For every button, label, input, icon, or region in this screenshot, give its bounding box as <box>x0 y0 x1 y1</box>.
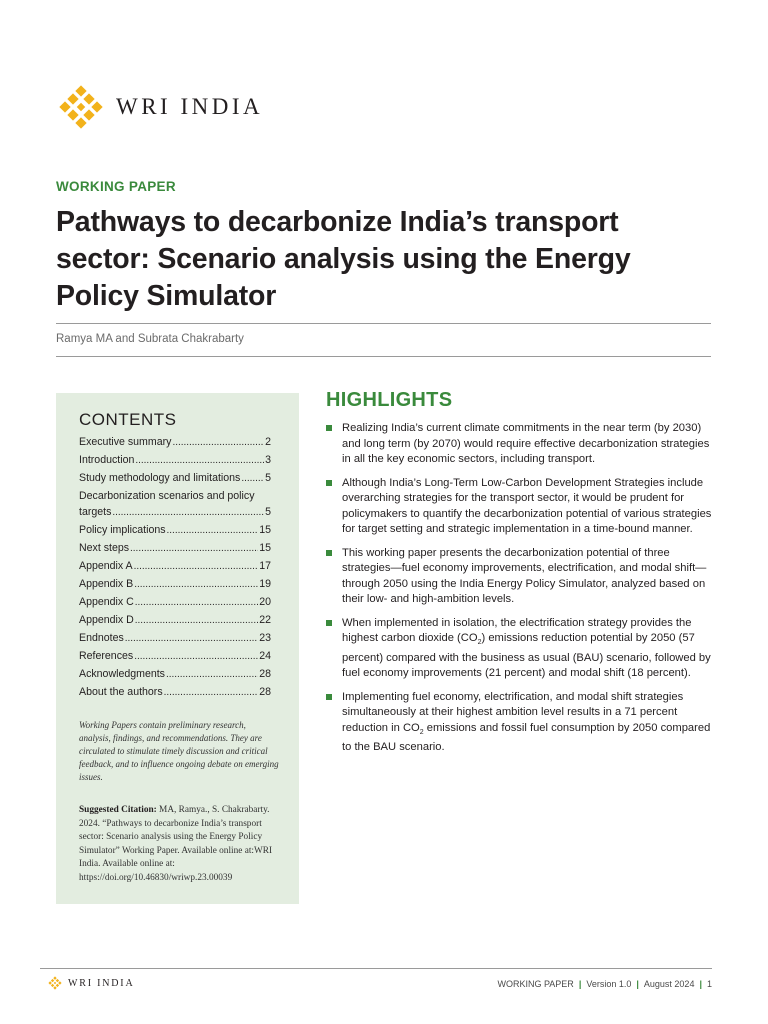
contents-panel <box>56 393 299 904</box>
bullet-square-icon <box>326 480 332 486</box>
footer-separator: | <box>636 979 639 989</box>
toc-item[interactable]: About the authors . . . 28 <box>79 685 271 703</box>
footer-meta <box>497 979 712 989</box>
footer-brand-name: WRI INDIA <box>68 977 135 989</box>
working-paper-note: Working Papers contain preliminary research, analysis, findings, and recommendations. They are circulated to stimulate timely discussion and critical feedback, and to influence ongoing debate on emerging issues. <box>79 720 279 782</box>
bullet-square-icon <box>326 694 332 700</box>
citation-text: MA, Ramya., S. Chakrabarty. 2024. “Pathways to decarbonize India’s transport sector: Scenario analysis using the Energy Policy Simulator” Working Paper. Available online at:WRI India. Available online at: https://doi.org/10.46830/wriwp.23.00039 <box>79 805 273 883</box>
wri-logo-mark-icon <box>48 976 62 990</box>
toc-item[interactable]: Introduction . . . 3 <box>79 453 271 471</box>
footer-separator: | <box>578 979 582 989</box>
toc-item[interactable]: Endnotes . . . 23 <box>79 631 271 649</box>
highlight-item: Although India’s Long-Term Low-Carbon Development Strategies include overarching strategies for the transport sector, it would be prudent for policymakers to quantify the decarbonization potential of various strategies for target setting and strategic implementation in a time-bound manner. <box>326 476 714 538</box>
footer-version: Version 1.0 <box>586 979 632 989</box>
contents-title: CONTENTS <box>79 410 177 429</box>
toc-item[interactable]: Decarbonization scenarios and policy targets . . . 5 <box>79 489 271 523</box>
toc-item[interactable]: Appendix A . . . 17 <box>79 559 271 577</box>
highlights-title: HIGHLIGHTS <box>326 389 453 411</box>
wri-india-logo <box>58 84 263 130</box>
toc-item[interactable]: Appendix B . . . 19 <box>79 577 271 595</box>
document-type-label: WORKING PAPER <box>56 179 176 194</box>
citation-label: Suggested Citation: <box>79 805 157 815</box>
toc-item[interactable]: Acknowledgments . . . 28 <box>79 667 271 685</box>
highlight-item: Realizing India’s current climate commitments in the near term (by 2030) and long term (by 2070) would require effective decarbonization strategies in all the key economic sectors, including transport. <box>326 421 714 468</box>
bullet-square-icon <box>326 620 332 626</box>
footer-series: WORKING PAPER <box>497 979 574 989</box>
divider-bottom <box>56 356 711 357</box>
authors: Ramya MA and Subrata Chakrabarty <box>56 333 244 345</box>
suggested-citation <box>79 804 284 885</box>
footer-logo <box>48 976 134 990</box>
highlight-item: When implemented in isolation, the electrification strategy provides the highest carbon dioxide $(CO_2)$ emissions reduction potential by 2050 (57 percent) compared with the business as usual (BAU) scenario, followed by fuel economy improvements (21 percent) and modal shift (18 percent). <box>326 616 714 682</box>
footer-date: August 2024 <box>643 979 695 989</box>
bullet-square-icon <box>326 425 332 431</box>
toc-item[interactable]: Executive summary . . . 2 <box>79 435 271 453</box>
footer-page-number: 1 <box>706 979 712 989</box>
toc-item[interactable]: References . . . 24 <box>79 649 271 667</box>
footer-separator: | <box>699 979 702 989</box>
toc-item[interactable]: Policy implications . . . 15 <box>79 523 271 541</box>
toc-item[interactable]: Appendix C . . . 20 <box>79 595 271 613</box>
divider-top <box>56 323 711 324</box>
toc-item[interactable]: Appendix D . . . 22 <box>79 613 271 631</box>
toc-item[interactable]: Next steps . . . 15 <box>79 541 271 559</box>
bullet-square-icon <box>326 550 332 556</box>
highlights-list <box>326 421 714 764</box>
wri-logo-mark-icon <box>58 84 104 130</box>
toc-item[interactable]: Study methodology and limitations . . . 5 <box>79 471 271 489</box>
footer-divider <box>40 968 712 969</box>
table-of-contents <box>79 435 271 703</box>
highlight-item: Implementing fuel economy, electrification, and modal shift strategies simultaneously at their highest ambition level results in a 71 percent reduction in $CO_2$ emissions and fossil fuel consumption by 2050 compared to the BAU scenario. <box>326 690 714 756</box>
highlight-item: This working paper presents the decarbonization potential of three strategies—fuel economy improvements, electrification, and modal shift—through 2050 using the India Energy Policy Simulator, analyzed based on their low- and high-ambition levels. <box>326 546 714 608</box>
document-title: Pathways to decarbonize India’s transport sector: Scenario analysis using the Energy Policy Simulator <box>56 206 631 312</box>
brand-name: WRI INDIA <box>116 94 264 119</box>
